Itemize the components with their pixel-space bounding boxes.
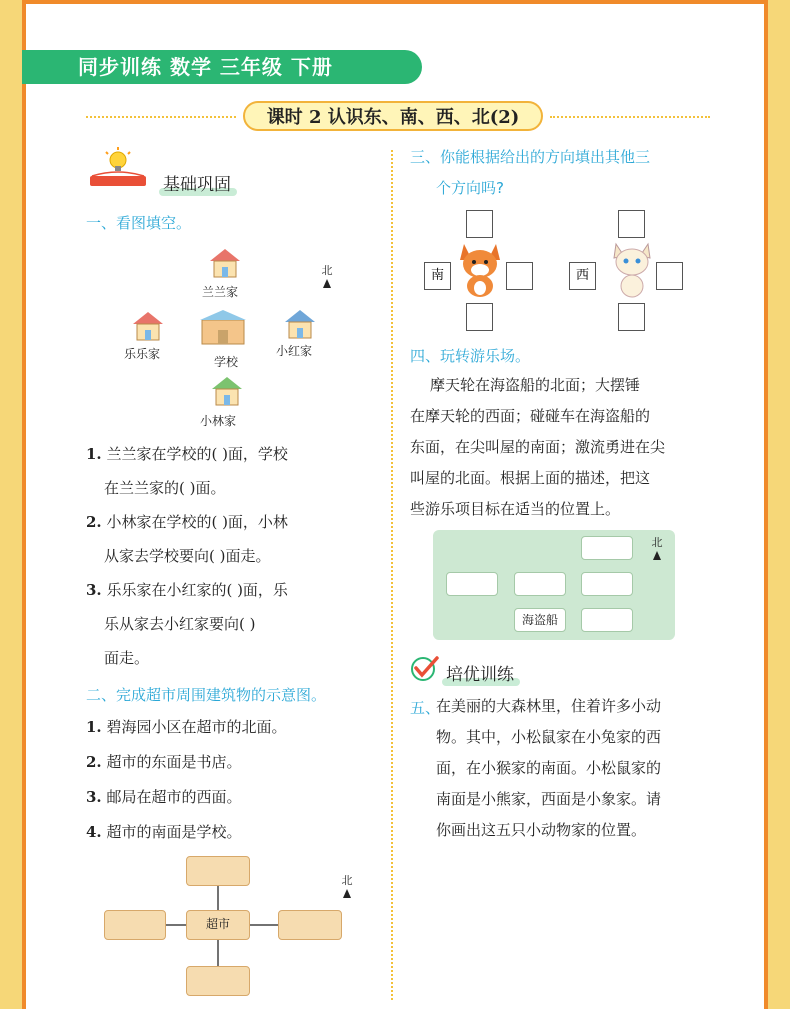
cat-east-box[interactable] bbox=[656, 262, 683, 290]
cat-icon bbox=[608, 240, 656, 298]
q1-item-3: 3. 乐乐家在小红家的( )面，乐 bbox=[86, 581, 288, 599]
lanlan-home-label: 兰兰家 bbox=[202, 285, 239, 299]
q4-text-line5: 些游乐项目标在适当的位置上。 bbox=[410, 500, 621, 518]
q1-item-1-line2: 在兰兰家的( )面。 bbox=[104, 479, 226, 497]
q2-item-3: 3. 邮局在超市的西面。 bbox=[86, 788, 242, 806]
q3-title-line2: 个方向吗? bbox=[436, 179, 504, 197]
q5-text-line3: 面，在小猴家的南面。小松鼠家的 bbox=[436, 759, 662, 777]
q5-text-line5: 你画出这五只小动物家的位置。 bbox=[436, 821, 647, 839]
park-slot-east[interactable] bbox=[581, 608, 633, 632]
checkmark-icon bbox=[410, 654, 440, 682]
top-border bbox=[22, 0, 768, 4]
q4-text-line2: 在摩天轮的西面；碰碰车在海盗船的 bbox=[410, 407, 651, 425]
east-building-box[interactable] bbox=[278, 910, 342, 940]
pirate-ship-box: 海盗船 bbox=[514, 608, 566, 632]
q4-text-line4: 叫屋的北面。根据上面的描述，把这 bbox=[410, 469, 651, 487]
house-icon bbox=[210, 375, 244, 407]
cat-north-box[interactable] bbox=[618, 210, 645, 238]
park-slot-far-west[interactable] bbox=[446, 572, 498, 596]
lightbulb-book-icon bbox=[86, 146, 154, 192]
house-icon bbox=[131, 310, 165, 342]
supermarket-box: 超市 bbox=[186, 910, 250, 940]
cat-west-given: 西 bbox=[569, 262, 596, 290]
fox-east-box[interactable] bbox=[506, 262, 533, 290]
lesson-title: 课时 2 认识东、南、西、北(2) bbox=[243, 101, 543, 131]
xiaohong-home-label: 小红家 bbox=[276, 344, 313, 358]
house-icon bbox=[283, 308, 317, 340]
q1-title: 一、看图填空。 bbox=[86, 214, 192, 232]
header-banner: 同步训练 数学 三年级 下册 bbox=[22, 50, 422, 84]
q1-item-2: 2. 小林家在学校的( )面，小林 bbox=[86, 513, 288, 531]
north-indicator: 北 bbox=[650, 534, 664, 560]
park-slot-north[interactable] bbox=[581, 536, 633, 560]
q4-text-line1: 摩天轮在海盗船的北面；大摆锤 bbox=[430, 376, 641, 394]
section-advanced-title: 培优训练 bbox=[446, 660, 514, 685]
fox-bottom-box[interactable] bbox=[466, 303, 493, 331]
q2-title: 二、完成超市周围建筑物的示意图。 bbox=[86, 686, 327, 704]
west-building-box[interactable] bbox=[104, 910, 166, 940]
house-icon bbox=[208, 247, 242, 279]
q2-item-1: 1. 碧海园小区在超市的北面。 bbox=[86, 718, 287, 736]
fox-icon bbox=[456, 240, 504, 298]
q1-item-3-line3: 面走。 bbox=[104, 649, 150, 667]
q1-item-3-line2: 乐从家去小红家要向( ) bbox=[104, 615, 256, 633]
xiaolin-home-label: 小林家 bbox=[200, 414, 237, 428]
q1-item-1: 1. 兰兰家在学校的( )面，学校 bbox=[86, 445, 288, 463]
q3-title-line1: 三、你能根据给出的方向填出其他三 bbox=[410, 148, 651, 166]
north-indicator: 北 bbox=[340, 872, 354, 898]
q4-text-line3: 东面，在尖叫屋的南面；激流勇进在尖 bbox=[410, 438, 666, 456]
lele-home-label: 乐乐家 bbox=[124, 347, 161, 361]
fox-north-box[interactable] bbox=[466, 210, 493, 238]
q1-item-2-line2: 从家去学校要向( )面走。 bbox=[104, 547, 271, 565]
column-divider bbox=[391, 150, 393, 1000]
north-indicator: 北 bbox=[320, 262, 334, 288]
q5-text-line2: 物。其中，小松鼠家在小兔家的西 bbox=[436, 728, 662, 746]
dotted-divider bbox=[86, 116, 236, 118]
dotted-divider bbox=[550, 116, 710, 118]
park-slot-center[interactable] bbox=[581, 572, 633, 596]
q5-label: 五、 bbox=[410, 699, 441, 717]
school-label: 学校 bbox=[214, 355, 239, 369]
q5-text-line4: 南面是小熊家，西面是小象家。请 bbox=[436, 790, 662, 808]
q5-text-line1: 在美丽的大森林里，住着许多小动 bbox=[436, 697, 662, 715]
north-building-box[interactable] bbox=[186, 856, 250, 886]
fox-south-given: 南 bbox=[424, 262, 451, 290]
q2-item-4: 4. 超市的南面是学校。 bbox=[86, 823, 242, 841]
q4-title: 四、玩转游乐场。 bbox=[410, 347, 531, 365]
section-basic-title: 基础巩固 bbox=[163, 170, 231, 195]
park-slot-west[interactable] bbox=[514, 572, 566, 596]
cat-south-box[interactable] bbox=[618, 303, 645, 331]
school-icon bbox=[200, 308, 246, 346]
q2-item-2: 2. 超市的东面是书店。 bbox=[86, 753, 242, 771]
south-building-box[interactable] bbox=[186, 966, 250, 996]
